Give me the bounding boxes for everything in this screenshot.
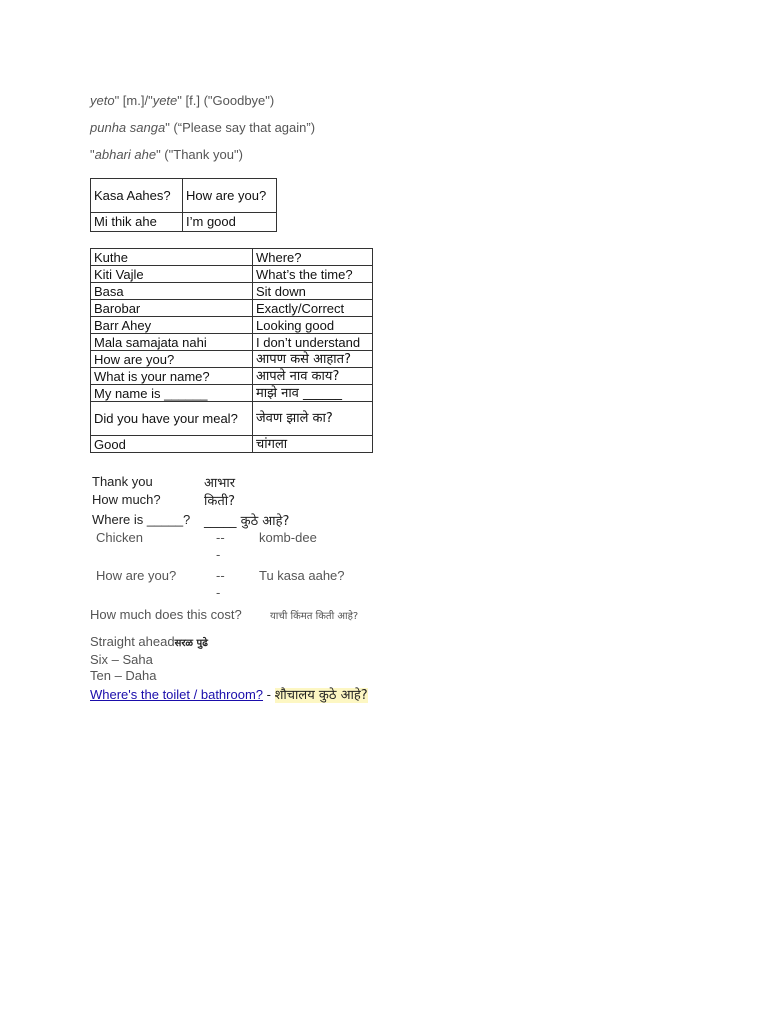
vocab-mr: Tu kasa aahe? <box>259 568 345 583</box>
phrase-en: Thank you <box>92 474 153 489</box>
table-cell: Kuthe <box>91 249 253 266</box>
intro-translation: " (“Please say that again”) <box>165 120 316 135</box>
vocab-dash: -- <box>216 530 225 545</box>
straight-ahead-line <box>90 634 208 649</box>
phrase-mr: आभार <box>204 476 236 491</box>
toilet-line <box>90 685 368 703</box>
number-six: Six – Saha <box>90 652 153 667</box>
straight-en: Straight ahead <box>90 634 175 649</box>
table-cell: माझे नाव ______ <box>253 385 373 402</box>
intro-quote: " <box>90 147 95 162</box>
vocab-mr: komb-dee <box>259 530 317 545</box>
table-row <box>91 351 373 368</box>
vocab-dash: - <box>216 547 221 562</box>
toilet-separator: - <box>263 687 275 702</box>
table-row <box>91 213 277 232</box>
table-row <box>91 334 373 351</box>
table-cell: I don’t understand <box>253 334 373 351</box>
intro-line-thank-you <box>90 147 243 162</box>
table-cell: How are you? <box>183 179 277 213</box>
vocab-en: Chicken <box>96 530 143 545</box>
table-cell: How are you? <box>91 351 253 368</box>
table-cell: Barr Ahey <box>91 317 253 334</box>
phrase-mr: किती? <box>204 494 236 509</box>
intro-separator: " [m.]/" <box>114 93 153 108</box>
intro-term: abhari ahe <box>94 147 157 162</box>
table-cell: What is your name? <box>91 368 253 385</box>
intro-term: punha sanga <box>90 120 166 135</box>
table-cell: I’m good <box>183 213 277 232</box>
table-cell: आपले नाव काय? <box>253 368 373 385</box>
table-row <box>91 283 373 300</box>
table-cell: Barobar <box>91 300 253 317</box>
vocab-en: How are you? <box>96 568 177 583</box>
table-cell: Did you have your meal? <box>91 402 253 436</box>
table-cell: चांगला <box>253 436 373 453</box>
straight-mr: सरळ पुढे <box>174 638 208 649</box>
intro-translation: " [f.] ("Goodbye") <box>177 93 275 108</box>
table-row <box>91 266 373 283</box>
table-row <box>91 385 373 402</box>
toilet-link[interactable]: Where's the toilet / bathroom? <box>90 687 264 702</box>
table-row <box>91 249 373 266</box>
table-cell: Kiti Vajle <box>91 266 253 283</box>
table-row <box>91 300 373 317</box>
intro-term: yete <box>152 93 178 108</box>
table-cell: Exactly/Correct <box>253 300 373 317</box>
table-cell: Where? <box>253 249 373 266</box>
table-cell: Good <box>91 436 253 453</box>
table-row <box>91 317 373 334</box>
table-cell: What’s the time? <box>253 266 373 283</box>
table-cell: Sit down <box>253 283 373 300</box>
phrase-en: How much? <box>92 492 161 507</box>
cost-mr: याची किंमत किती आहे? <box>270 611 359 622</box>
where-is-en: Where is _____? <box>92 512 191 527</box>
intro-term: yeto <box>90 93 115 108</box>
table-cell: My name is ______ <box>91 385 253 402</box>
table-cell: आपण कसे आहात? <box>253 351 373 368</box>
table-cell: जेवण झाले का? <box>253 402 373 436</box>
number-ten: Ten – Daha <box>90 668 157 683</box>
table-row <box>91 368 373 385</box>
intro-line-goodbye <box>90 93 274 108</box>
vocab-dash: -- <box>216 568 225 583</box>
table-cell: Mala samajata nahi <box>91 334 253 351</box>
phrase-table <box>90 248 373 453</box>
intro-translation: " ("Thank you") <box>156 147 243 162</box>
vocab-dash: - <box>216 585 221 600</box>
greeting-table <box>90 178 277 232</box>
toilet-mr: शौचालय कुठे आहे? <box>274 688 368 703</box>
table-row <box>91 402 373 436</box>
table-cell: Kasa Aahes? <box>91 179 183 213</box>
table-cell: Basa <box>91 283 253 300</box>
where-is-mr: _____ कुठे आहे? <box>204 514 290 529</box>
table-row <box>91 179 277 213</box>
table-cell: Mi thik ahe <box>91 213 183 232</box>
table-cell: Looking good <box>253 317 373 334</box>
table-row <box>91 436 373 453</box>
intro-line-say-again <box>90 120 315 135</box>
cost-en: How much does this cost? <box>90 607 242 622</box>
